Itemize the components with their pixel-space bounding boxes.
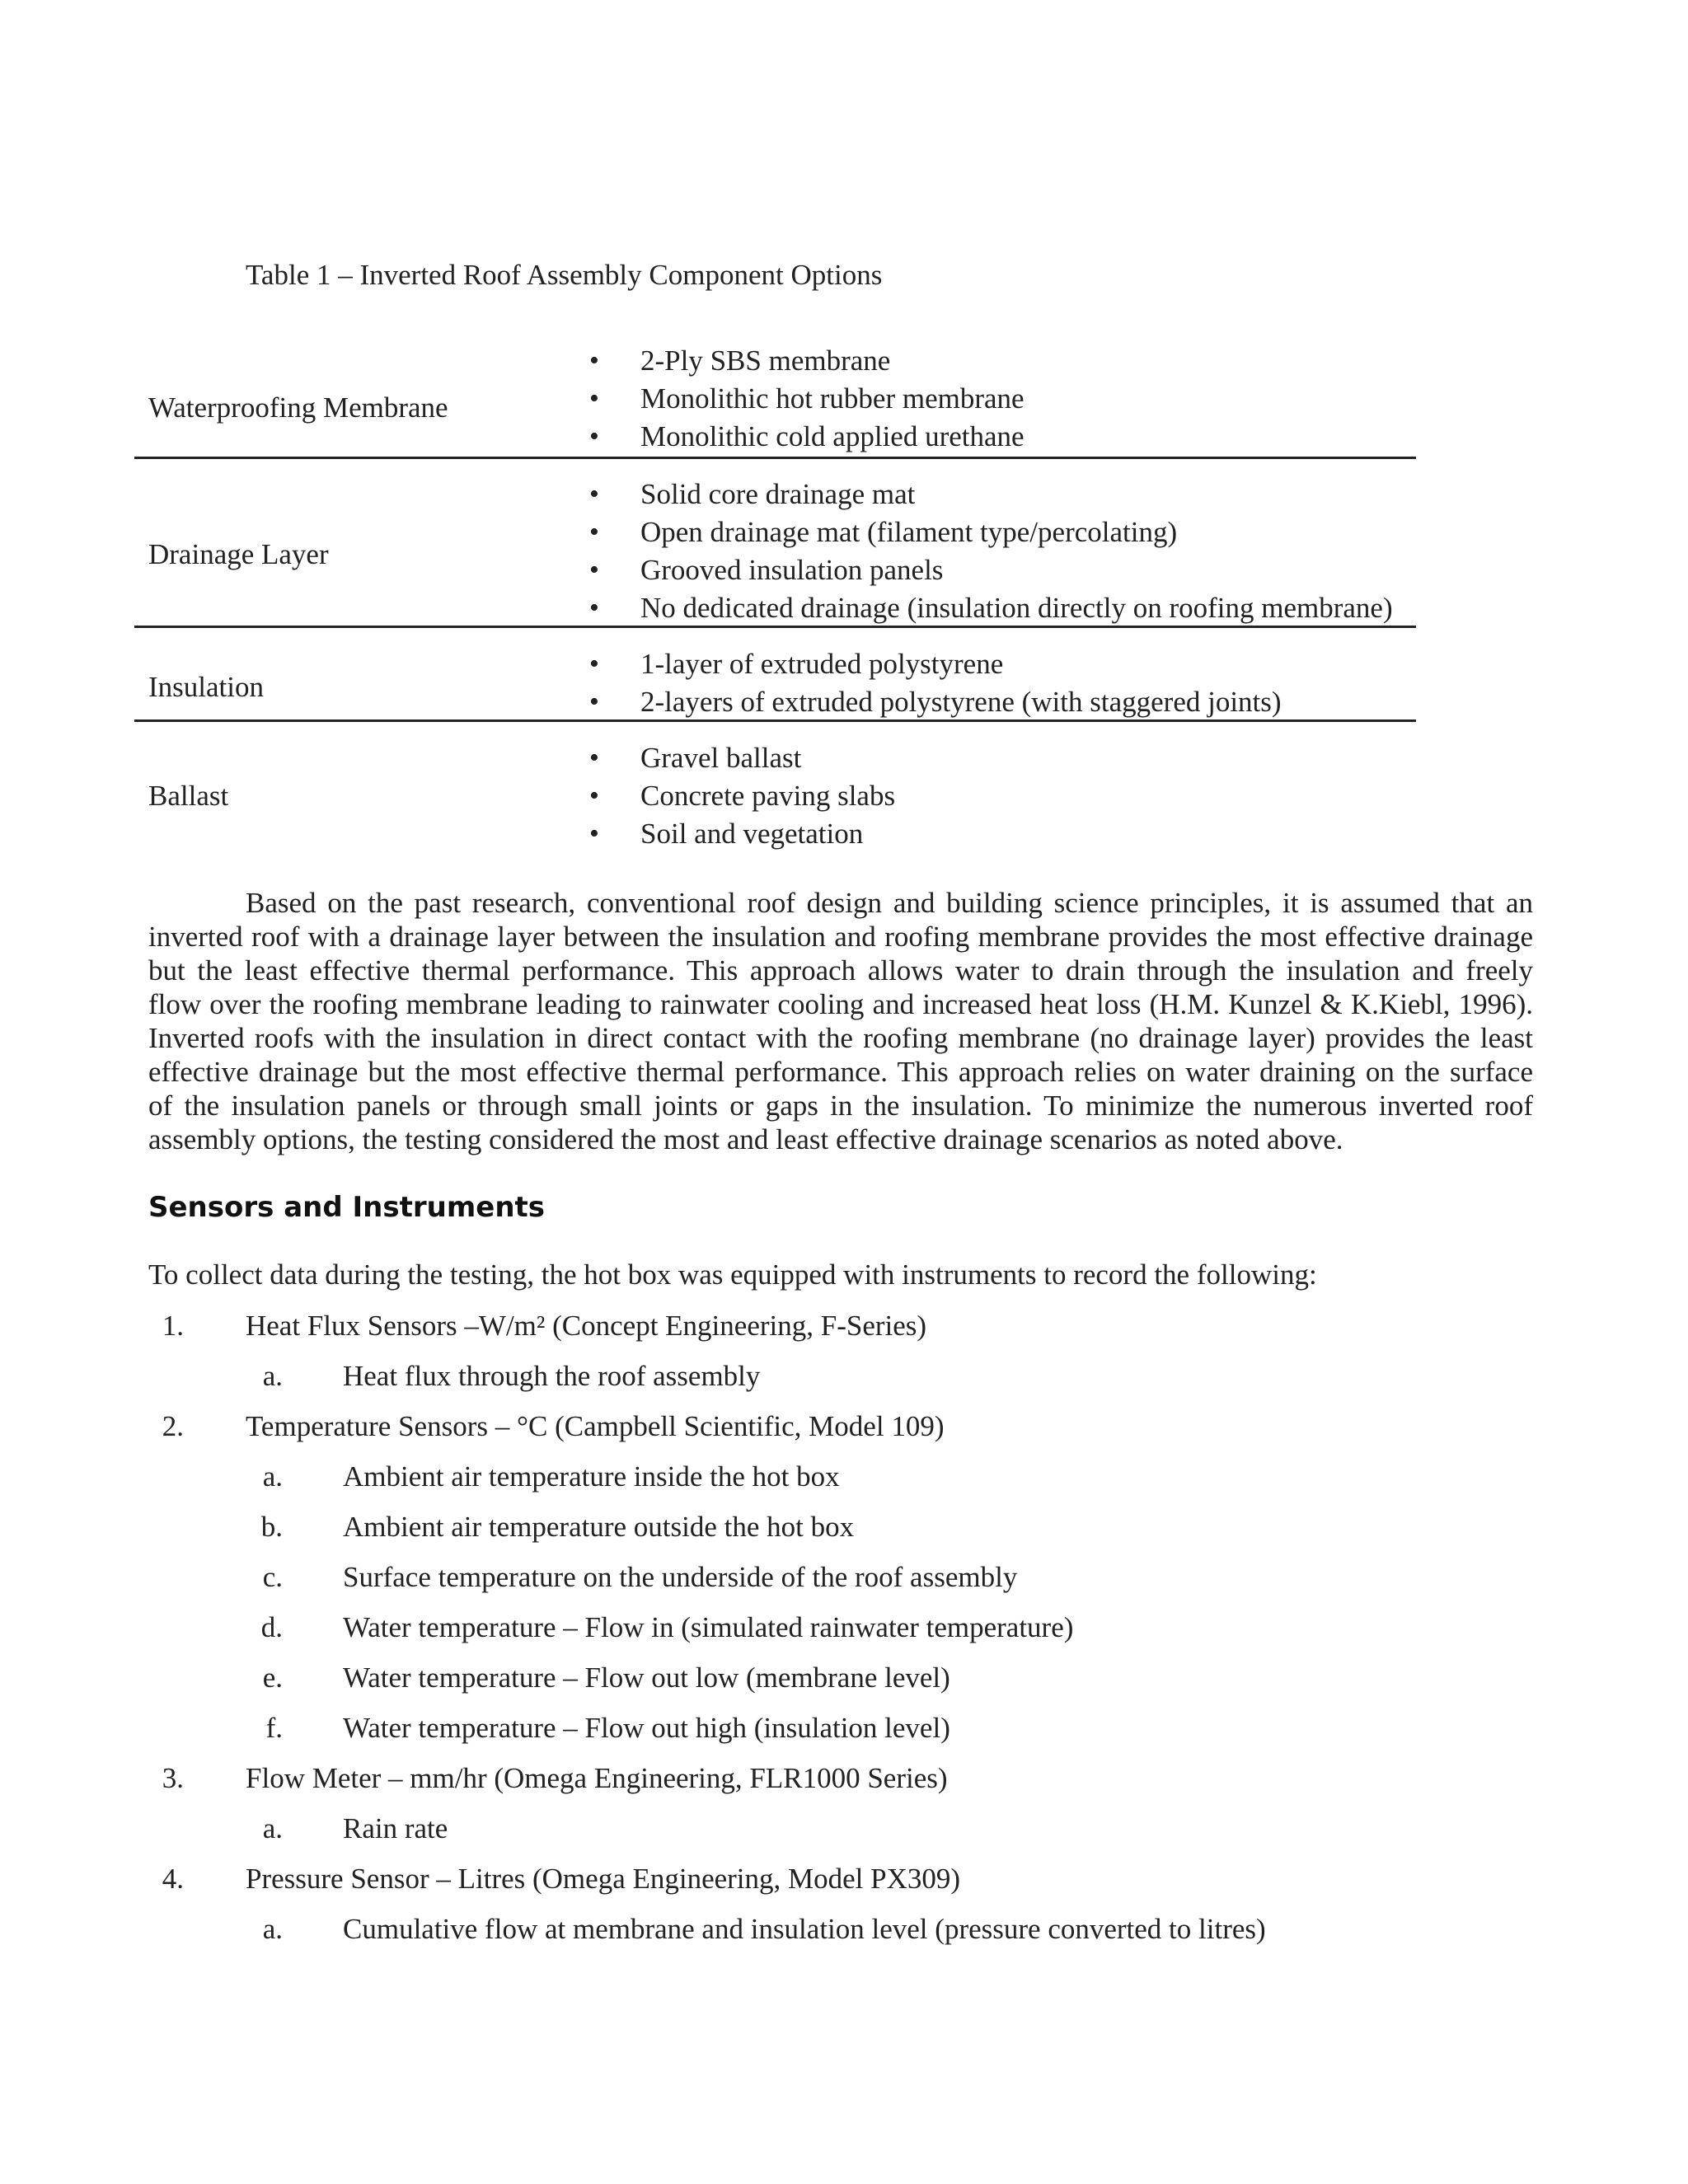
paragraph-line: flow over the roofing membrane leading to rainwater cooling and increased heat loss (H.M. Kunzel & K.Kiebl, 1996). [148,988,1533,1020]
list-item-text: Water temperature – Flow out low (membrane level) [343,1661,950,1694]
option-item: • Monolithic hot rubber membrane [134,380,1025,418]
list-item-text: Temperature Sensors – °C (Campbell Scientific, Model 109) [246,1410,945,1442]
table-row [134,628,1416,722]
bullet-icon: • [589,479,599,509]
bullet-icon: • [589,421,599,452]
list-number: 2. [162,1410,184,1442]
option-item: • 2-Ply SBS membrane [134,342,1025,380]
bullet-icon: • [589,780,599,811]
component-label: Ballast [148,780,229,812]
list-number: 1. [162,1310,184,1342]
list-letter: a. [262,1360,283,1392]
bullet-icon: • [589,555,599,585]
component-label: Drainage Layer [148,538,329,570]
list-item-text: Flow Meter – mm/hr (Omega Engineering, FLR1000 Series) [246,1762,948,1794]
option-item: • Gravel ballast [134,739,895,777]
component-label: Insulation [148,671,264,703]
option-list [134,342,1025,456]
option-item: • 1-layer of extruded polystyrene [134,645,1282,683]
option-item: • Monolithic cold applied urethane [134,418,1025,456]
option-item: • Soil and vegetation [134,815,895,853]
list-letter: d. [260,1611,283,1643]
bullet-icon: • [589,593,599,623]
list-item-text: Ambient air temperature inside the hot box [343,1460,840,1493]
option-item: • Open drainage mat (filament type/percolating) [134,513,1393,551]
list-item-text: Heat flux through the roof assembly [343,1360,761,1392]
list-letter: a. [262,1812,283,1844]
table-caption: Table 1 – Inverted Roof Assembly Component Options [246,259,883,291]
list-item-text: Pressure Sensor – Litres (Omega Engineering, Model PX309) [246,1863,961,1895]
list-item-text: Water temperature – Flow out high (insulation level) [343,1712,950,1744]
list-letter: b. [260,1511,283,1543]
list-letter: a. [262,1913,283,1945]
list-item-text: Cumulative flow at membrane and insulation level (pressure converted to litres) [343,1913,1266,1945]
paragraph-line: inverted roof with a drainage layer between the insulation and roofing membrane provides the most effective drainage [148,921,1533,953]
section-intro: To collect data during the testing, the hot box was equipped with instruments to record the following: [148,1258,1317,1291]
table-row [134,459,1416,628]
list-item-text: Water temperature – Flow in (simulated rainwater temperature) [343,1611,1074,1643]
table-row [134,722,1416,862]
bullet-icon: • [589,383,599,414]
table-row [134,342,1416,459]
option-item: • 2-layers of extruded polystyrene (with staggered joints) [134,683,1282,721]
component-label: Waterproofing Membrane [148,391,448,424]
paragraph-line: effective drainage but the most effective thermal performance. This approach relies on water draining on the surface [148,1056,1533,1088]
option-item: • Concrete paving slabs [134,777,895,815]
bullet-icon: • [589,743,599,773]
paragraph-line: Based on the past research, conventional roof design and building science principles, it is assumed that an [246,887,1533,919]
list-letter: f. [265,1712,283,1744]
bullet-icon: • [589,345,599,376]
list-letter: e. [262,1661,283,1694]
bullet-icon: • [589,818,599,849]
option-list [134,476,1393,627]
list-item-text: Ambient air temperature outside the hot box [343,1511,855,1543]
option-item: • No dedicated drainage (insulation directly on roofing membrane) [134,589,1393,627]
component-options-table [134,342,1416,862]
list-letter: c. [262,1561,283,1593]
option-item: • Grooved insulation panels [134,551,1393,589]
section-heading: Sensors and Instruments [148,1191,546,1224]
list-item-text: Heat Flux Sensors –W/m² (Concept Engineering, F-Series) [246,1310,927,1342]
bullet-icon: • [589,649,599,679]
list-item-text: Rain rate [343,1812,448,1844]
paragraph-line: assembly options, the testing considered the most and least effective drainage scenarios as noted above. [148,1123,1343,1155]
option-list [134,739,895,853]
option-item: • Solid core drainage mat [134,476,1393,513]
list-letter: a. [262,1460,283,1493]
bullet-icon: • [589,687,599,717]
paragraph-line: Inverted roofs with the insulation in direct contact with the roofing membrane (no drainage layer) provides the least [148,1022,1533,1054]
list-item-text: Surface temperature on the underside of the roof assembly [343,1561,1018,1593]
paragraph-line: of the insulation panels or through small joints or gaps in the insulation. To minimize the numerous inverted roof [148,1090,1533,1122]
list-number: 3. [162,1762,184,1794]
option-list [134,645,1282,721]
paragraph-line: but the least effective thermal performance. This approach allows water to drain through the insulation and freely [148,954,1533,987]
list-number: 4. [162,1863,184,1895]
body-paragraph [148,886,1533,1156]
bullet-icon: • [589,517,599,547]
